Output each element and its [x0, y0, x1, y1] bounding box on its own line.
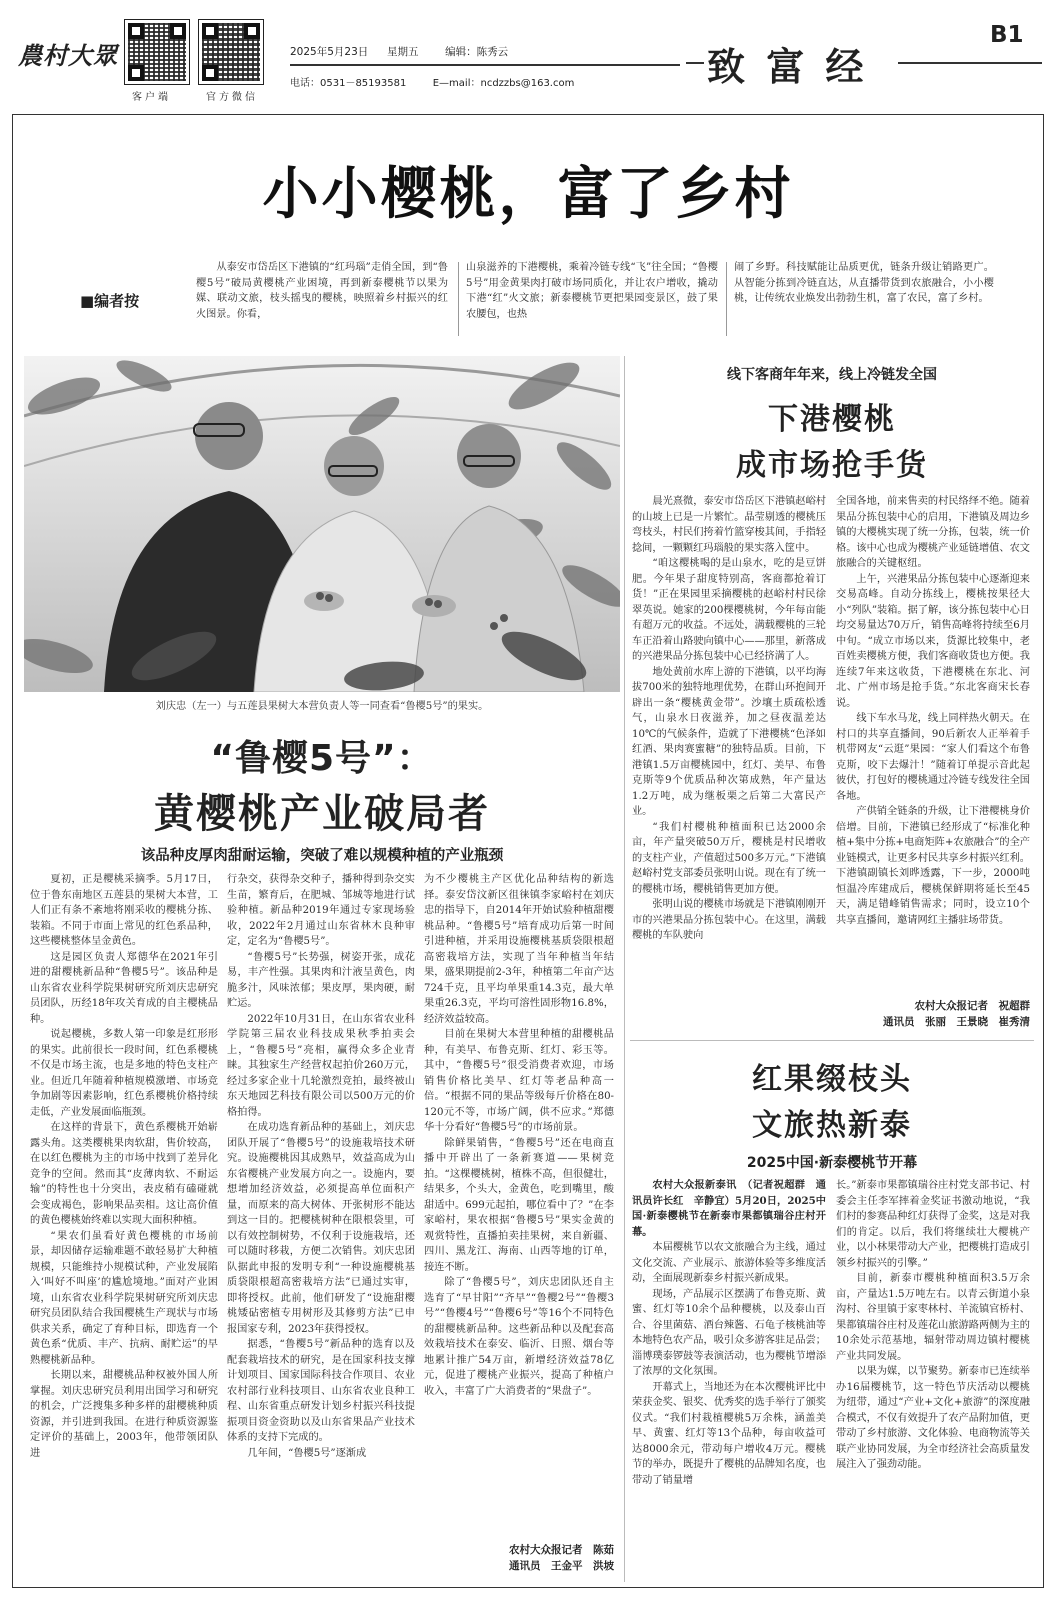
contact-email: E—mail：ncdzzbs@163.com — [432, 78, 575, 89]
masthead-info-row — [290, 44, 508, 59]
paragraph: 开幕式上，当地还为在本次樱桃评比中荣获金奖、银奖、优秀奖的选手举行了颁奖仪式。“我们村栽植樱桃5万余株，涵盖美早、黄蜜、红灯等13个品种，每亩收益可达8000余元，带动每户增收4万元。樱桃节的举办，既提升了樱桃的品牌知名度，也带动了销量增 — [632, 1381, 826, 1486]
article1-subtitle: 该品种皮厚肉甜耐运输，突破了难以规模种植的产业瓶颈 — [140, 848, 504, 864]
article1-col1 — [30, 872, 218, 1580]
paragraph: 晨光熹微，泰安市岱岳区下港镇赵峪村的山坡上已是一片繁忙。晶莹剔透的樱桃压弯枝头，村民们挎着竹篮穿梭其间，手指轻捻间，一颗颗红玛瑙般的果实落入筐中。 — [632, 496, 826, 554]
editor-note-divider-1 — [458, 262, 459, 336]
byline-correspondents: 通讯员 王金平 洪坡 — [509, 1560, 614, 1572]
paragraph: 目前在果树大本营里种植的甜樱桃品种，有美早、布鲁克斯、红灯、彩玉等。其中，“鲁樱5号”很受消费者欢迎，市场销售价格比美早、红灯等老品种高一倍。“根据不同的果品等级每斤价格在80-120元不等，市场广阔，供不应求。”郑德华十分看好“鲁樱5号”的市场前景。 — [424, 1029, 614, 1133]
masthead-rule — [290, 64, 680, 66]
issue-date: 2025年5月23日 — [290, 46, 369, 58]
editor-note-text: 山泉滋养的下港樱桃，乘着冷链专线“飞”往全国；“鲁樱5号”用金黄果肉打破市场同质化，并让农户增收，撬动下港“红”火文旅；新泰樱桃节更把果园变景区，鼓了果农腰包，也热 — [466, 262, 718, 320]
article2-title-line2: 成市场抢手货 — [736, 448, 928, 483]
article1-col3 — [424, 872, 614, 1540]
column-divider — [624, 356, 625, 1582]
paragraph: 本届樱桃节以农文旅融合为主线，通过文化交流、产业展示、旅游体验等多维度活动，全面展现新泰乡村振兴新成果。 — [632, 1242, 826, 1284]
paragraph: 除鲜果销售，“鲁樱5号”还在电商直播中开辟出了一条新赛道——果树竞拍。“这棵樱桃树，植株不高，但很健壮，结果多，个头大，金黄色，吃到嘴里，酸甜适中。699元起拍，哪位看中了？”在李家峪村，果农根据“鲁樱5号”果实金黄的观赏特性，直播拍卖挂果树，来自新疆、四川、黑龙江、海南、山西等地的订单，接连不断。 — [424, 1137, 614, 1273]
paragraph: 以果为媒，以节聚势。新泰市已连续举办16届樱桃节，这一特色节庆活动以樱桃为纽带，通过“产业+文化+旅游”的深度融合模式，不仅有效提升了农产品附加值，更带动了乡村旅游、文化体验、电商物流等关联产业协同发展，为全市经济社会高质量发展注入了强劲动能。 — [836, 1366, 1030, 1470]
paragraph: 除了“鲁樱5号”，刘庆忠团队还自主选育了“早甘阳”“齐早”“鲁樱2号”“鲁樱3号”“鲁樱4号”“鲁樱6号”等16个不同特色的甜樱桃新品种。这些新品种以及配套高效栽培技术在泰安、临沂、日照、烟台等地累计推广54万亩，新增经济效益78亿元，促进了樱桃产业振兴，提高了种植户收入，丰富了广大消费者的“果盘子”。 — [424, 1277, 614, 1397]
editor-note-text: 闹了乡野。科技赋能让品质更优，链条升级让销路更广。从智能分拣到冷链直达，从直播带货到农旅融合，小小樱桃，让传统农业焕发出勃勃生机，富了农民，富了乡村。 — [734, 262, 994, 304]
paragraph: 在这样的背景下，黄色系樱桃开始崭露头角。这类樱桃果肉软甜，售价较高，在以红色樱桃为主的市场中找到了差异化竞争的空间。然而其“皮薄肉软、不耐运输”的特性也十分突出，表皮稍有磕碰就会变成褐色，影响果品卖相。这让高价值的黄色樱桃始终难以实现大面积种植。 — [30, 1122, 218, 1226]
qr-code-wechat — [198, 19, 264, 85]
paragraph: “我们村樱桃种植面积已达2000余亩，年产量突破50万斤，樱桃是村民增收的支柱产业，产值超过500多万元。”下港镇赵峪村党支部委员张明山说。现在有了统一的樱桃市场，樱桃销售更加方便。 — [632, 821, 826, 895]
byline-reporter: 农村大众报记者 陈茹 — [509, 1544, 614, 1556]
paragraph: 夏初，正是樱桃采摘季。5月17日，位于鲁东南地区五莲县的果树大本营，工人们正有条不紊地将刚采收的樱桃分拣、装箱。不同于市面上常见的红色系品种，这些樱桃整体呈金黄色。 — [30, 874, 218, 947]
paragraph: 长期以来，甜樱桃品种权被外国人所掌握。刘庆忠研究员利用出国学习和研究的机会，广泛搜集多种多样的甜樱桃种质资源，并引进到我国。在进行种质资源鉴定评价的基础上，2003年，他带领团队进 — [30, 1370, 218, 1459]
editor-note-col1 — [196, 260, 448, 338]
paragraph: 说起樱桃，多数人第一印象是红形形的果实。此前很长一段时间，红色系樱桃不仅是市场主流，也是多地的特色支柱产业。但近几年随着种植规模激增、市场竞争加剧等因素影响，红色系樱桃价格持续走低，产业发展面临瓶颈。 — [30, 1029, 218, 1118]
photo-illustration — [24, 356, 620, 692]
article1-title-line2: 黄樱桃产业破局者 — [154, 791, 490, 837]
page-headline: 小小樱桃，富了乡村 — [262, 162, 794, 227]
section-rule-right — [898, 62, 1042, 64]
article3-title-line1: 红果缀枝头 — [752, 1062, 912, 1097]
paragraph: 为不少樱桃主产区优化品种结构的新选择。泰安岱汶新区徂徕镇李家峪村在刘庆忠的指导下，自2014年开始试验种植甜樱桃品种。“鲁樱5号”培育成功后第一时间引进种植，并采用设施樱桃基质袋限根超高密栽培方法，实现了当年种植当年结果，盛果期提前2-3年，种植第二年亩产达724千克，且平均单果重14.3克，最大单果重26.3克，平均可溶性固形物16.8%，经济效益较高。 — [424, 874, 614, 1025]
editor-note-label: ■编者按 — [80, 292, 140, 310]
paragraph: 在成功选育新品种的基础上，刘庆忠团队开展了“鲁樱5号”的设施栽培技术研究。设施樱桃因其成熟早，效益高成为山东省樱桃产业发展方向之一。设施内，要想增加经济效益，必须提高单位面积产量，而原来的高大树体、开张树形不能达到这一目的。把樱桃树种在限根袋里，可以有效控制树势，不仅利于设施栽培，还可以随时移栽，方便二次销售。刘庆忠团队据此申报的发明专利“一种设施樱桃基质袋限根超高密栽培方法”已通过实审，即将授权。此前，他们研发了“设施甜樱桃矮砧密植专用树形及其修剪方法”已申报国家专利，2023年获得授权。 — [227, 1122, 415, 1335]
paragraph: 张明山说的樱桃市场就是下港镇刚刚开市的兴港果品分拣包装中心。在这里，满载樱桃的车队驶向 — [632, 899, 826, 941]
editor-note-divider-2 — [726, 262, 727, 336]
paragraph: 2022年10月31日，在山东省农业科学院第三届农业科技成果秋季拍卖会上，“鲁樱5号”亮相，赢得众多企业青睐。其独家生产经营权起拍价260万元，经过多家企业十几轮激烈竞拍，最终被山东天地园艺科技有限公司以500万元的价格拍得。 — [227, 1013, 415, 1118]
paragraph: 上午，兴港果品分拣包装中心逐渐迎来交易高峰。自动分拣线上，樱桃按果径大小“列队”装箱。据了解，该分拣包装中心日均交易量达70万斤，销售高峰将持续至6月中旬。“成立市场以来，货源比较集中，老百姓卖樱桃方便，我们客商收货也方便。我连续7年来这收货，下港樱桃在东北、河北、广州市场是抢手货。”东北客商宋长春说。 — [836, 573, 1030, 709]
paragraph: 据悉，“鲁樱5号”新品种的选育以及配套栽培技术的研究，是在国家科技支撑计划项目、国家国际科技合作项目、农业农村部行业科技项目、山东省农业良种工程、山东省重点研发计划乡村振兴科技提振项目资金资助以及山东省果品产业技术体系的支持下完成的。 — [227, 1339, 415, 1443]
paragraph: 全国各地，前来售卖的村民络绎不绝。随着果品分拣包装中心的启用，下港镇及周边乡镇的大樱桃实现了统一分拣，包装，统一价格。该中心也成为樱桃产业延链增值、农文旅融合的关键枢纽。 — [836, 496, 1030, 569]
article3-col1 — [632, 1178, 826, 1580]
article1-byline — [424, 1542, 614, 1574]
paragraph: 行杂交，获得杂交种子，播种得到杂交实生苗，繁育后，在肥城、邹城等地进行试验种植。新品种2019年通过专家现场验收，2022年2月通过山东省林木良种审定，定名为“鲁樱5号”。 — [227, 874, 415, 947]
paragraph: 地处黄前水库上游的下港镇，以平均海拔700米的独特地理优势，在群山环抱间开辟出一条“樱桃黄金带”。沙壤土质疏松透气，山泉水日夜滋养，加之昼夜温差达10℃的气候条件，造就了下港樱桃“色泽如红酒、果肉赛蜜糖”的独特品质。目前，下港镇1.5万亩樱桃园中，红灯、美早、布鲁克斯等9个优质品种次第成熟，年产量达1.2万吨，成为继板栗之后第二大富民产业。 — [632, 666, 826, 817]
qr-code-client-caption: 客户端 — [132, 92, 171, 103]
article3-title-line2: 文旅热新泰 — [752, 1108, 912, 1143]
editor-note-text: 从泰安市岱岳区下港镇的“红玛瑙”走俏全国，到“鲁樱5号”破局黄樱桃产业困境，再到新泰樱桃节以果为媒、联动文旅，枝头摇曳的樱桃，映照着乡村振兴的红火图景。你看， — [196, 262, 448, 320]
article2-kicker: 线下客商年年来，线上冷链发全国 — [727, 367, 937, 383]
photo-caption: 刘庆忠（左一）与五莲县果树大本营负责人等一同查看“鲁樱5号”的果实。 — [155, 701, 489, 712]
cherry-orchard-photo — [24, 356, 620, 692]
paragraph: “鲁樱5号”长势强，树姿开张，成花易，丰产性强。其果肉和汁液呈黄色，肉脆多汁，风味浓郁；果皮厚，果肉硬，耐贮运。 — [227, 951, 415, 1009]
paragraph: 现场，产品展示区摆满了布鲁克斯、黄蜜、红灯等10余个品种樱桃，以及泰山百合、谷里菌菇、酒台辣酱、石龟子核桃油等本地特色农产品，吸引众多游客驻足品尝；淄博璞泰锣鼓等表演活动，也为樱桃节增添了浓厚的文化氛围。 — [632, 1288, 826, 1377]
page-number: B1 — [990, 22, 1024, 48]
paragraph: 线下车水马龙，线上同样热火朝天。在村口的共享直播间，90后新农人正举着手机带网友“云逛”果园：“家人们看这个布鲁克斯，咬下去爆汁！”随着订单提示音此起彼伏，打包好的樱桃通过冷链专线发往全国各地。 — [836, 713, 1030, 802]
paragraph: “咱这樱桃喝的是山泉水，吃的是豆饼肥。今年果子甜度特别高，客商都抢着订货！”正在果园里采摘樱桃的赵峪村村民徐翠英说。她家的200棵樱桃树，今年每亩能有超万元的收益。不远处，满载樱桃的三轮车正沿着山路驶向镇中心——那里，新落成的兴港果品分拣包装中心已经挤满了人。 — [632, 558, 826, 662]
qr-code-client — [124, 19, 190, 85]
paragraph: “果农们虽看好黄色樱桃的市场前景，却因储存运输难题不敢轻易扩大种植规模，只能维持小规模试种，产业发展陷入‘叫好不叫座’的尴尬境地。”面对产业困境，山东省农业科学院果树研究所刘庆忠研究员团队结合我国樱桃生产现状与市场供求关系，确定了育种目标，即选育一个黄色系“优质、丰产、抗病、耐贮运”的早熟樱桃新品种。 — [30, 1230, 218, 1366]
paragraph: 产供销全链条的升级，让下港樱桃身价倍增。目前，下港镇已经形成了“标准化种植+集中分拣+电商矩阵+农旅融合”的全产业链模式，让更多村民共享乡村振兴红利。下港镇副镇长刘晔透露，下一步，2000吨恒温冷库建成后，樱桃保鲜期将延长至45天，满足错峰销售需求；同时，设立10个共享直播间，邀请网红主播驻场带货。 — [836, 806, 1030, 926]
article3-col2 — [836, 1178, 1030, 1580]
article2-title-line1: 下港樱桃 — [768, 402, 896, 437]
paragraph: 这是园区负责人郑德华在2021年引进的甜樱桃新品种“鲁樱5号”。该品种是山东省农业科学院果树研究所刘庆忠研究员团队，历经18年攻关育成的自主樱桃品种。 — [30, 951, 218, 1025]
masthead — [14, 14, 1042, 106]
article1-col2 — [227, 872, 415, 1580]
article2-col1 — [632, 494, 826, 1034]
editor-note-col2 — [466, 260, 718, 338]
byline-correspondents: 通讯员 张丽 王景晓 崔秀清 — [883, 1016, 1030, 1028]
paragraph: 农村大众报新泰讯 （记者祝超群 通讯员许长红 辛静宜）5月20日，2025中国·新泰樱桃节在新泰市果都镇瑞谷庄村开幕。 — [632, 1179, 826, 1238]
issue-weekday: 星期五 — [386, 46, 419, 58]
masthead-contact-row — [290, 74, 574, 89]
paragraph: 长。”新泰市果都镇瑞谷庄村党支部书记、村委会主任李军摔着金奖证书激动地说，“我们村的参赛品种红灯获得了金奖，这是对我们的肯定。以后，我们将继续壮大樱桃产业，以小林果带动大产业，把樱桃打造成引领乡村振兴的引擎。” — [836, 1180, 1030, 1269]
section-rule-left — [686, 62, 704, 64]
byline-reporter: 农村大众报记者 祝超群 — [914, 1000, 1030, 1012]
contact-phone: 电话：0531－85193581 — [290, 78, 407, 89]
article1-title-line1: “鲁樱5号”： — [210, 738, 434, 779]
article3-subtitle: 2025中国·新泰樱桃节开幕 — [746, 1155, 918, 1171]
paragraph: 目前，新泰市樱桃种植面积3.5万余亩，产量达1.5万吨左右。以青云街道小泉沟村、谷里镇于家枣林村、羊流镇官桥村、果都镇瑞谷庄村及莲花山旅游路两侧为主的10余处示范基地，辐射带动周边镇村樱桃产业共同发展。 — [836, 1273, 1030, 1362]
paragraph: 几年间，“鲁樱5号”逐渐成 — [247, 1447, 367, 1459]
article2-byline — [836, 998, 1030, 1030]
section-divider — [630, 1040, 1034, 1041]
page-editor: 编辑：陈秀云 — [445, 46, 509, 58]
qr-code-wechat-caption: 官方微信 — [206, 92, 258, 103]
editor-note-col3 — [734, 260, 994, 338]
article2-col2 — [836, 494, 1030, 994]
section-title: 致 富 经 — [707, 45, 868, 89]
newspaper-logo: 農村大眾 — [18, 41, 118, 70]
